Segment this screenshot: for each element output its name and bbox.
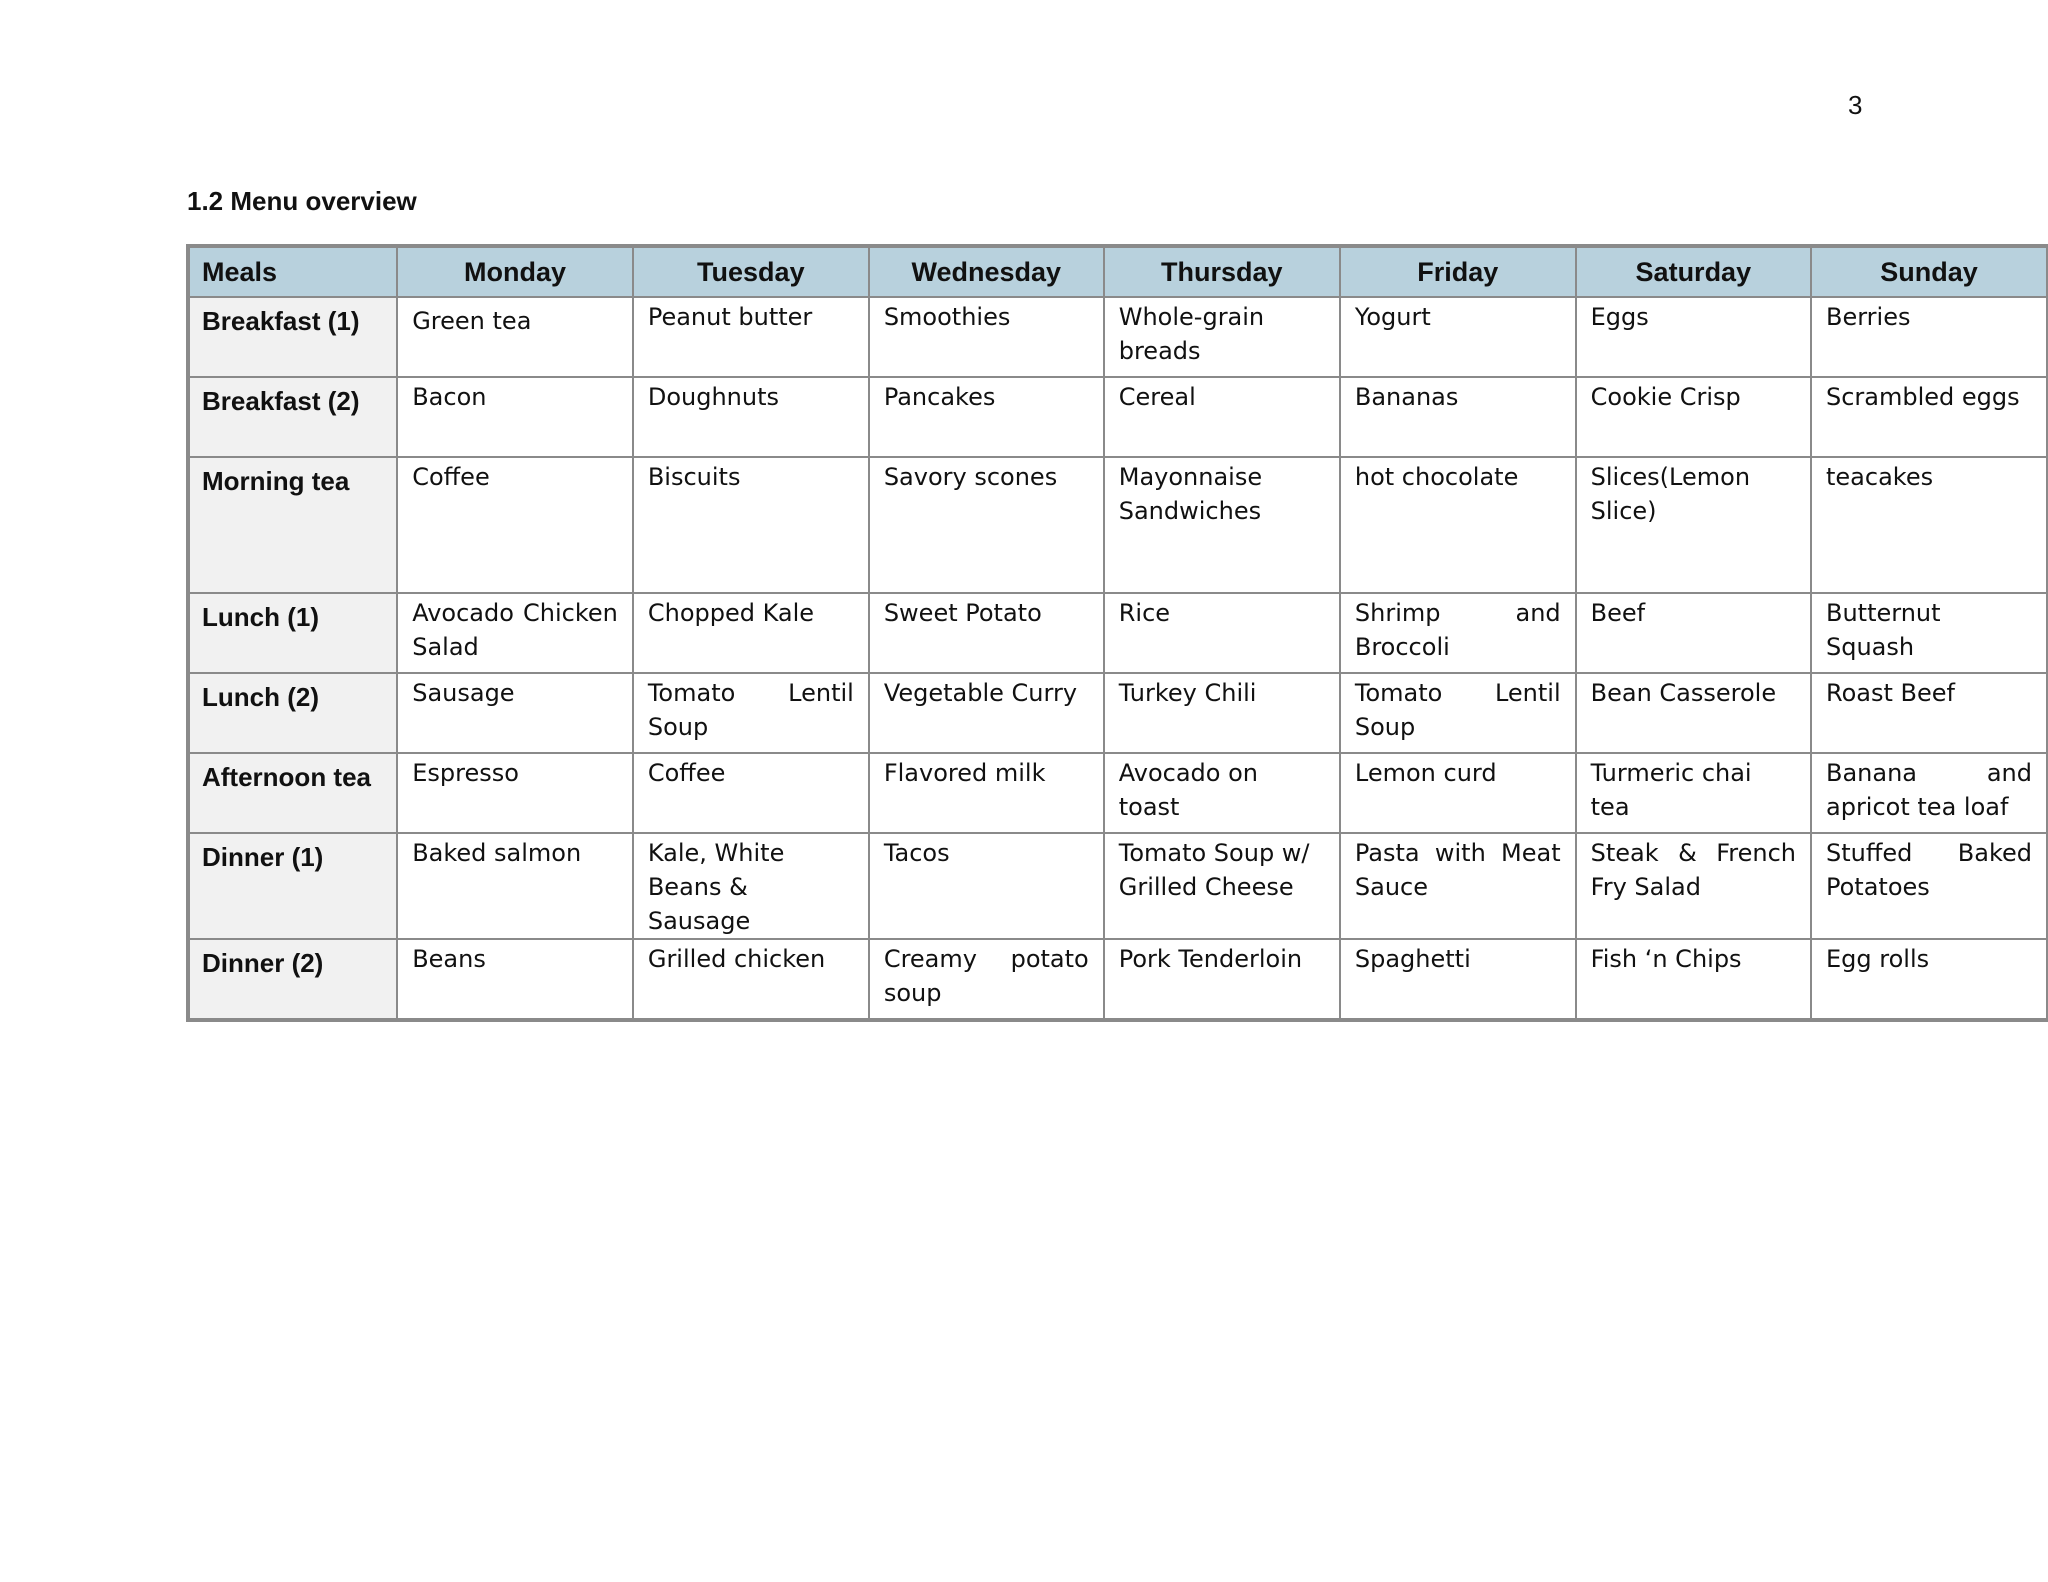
table-cell: Doughnuts xyxy=(633,377,869,457)
table-cell: Banana and apricot tea loaf xyxy=(1811,753,2047,833)
table-cell: Savory scones xyxy=(869,457,1104,593)
table-cell: Bacon xyxy=(397,377,633,457)
table-cell: Tomato Lentil Soup xyxy=(633,673,869,753)
table-cell: Spaghetti xyxy=(1340,939,1576,1020)
column-header-thursday: Thursday xyxy=(1104,246,1340,297)
table-cell: Turmeric chai tea xyxy=(1576,753,1811,833)
table-cell: Espresso xyxy=(397,753,633,833)
table-cell: Green tea xyxy=(397,297,633,377)
column-header-saturday: Saturday xyxy=(1576,246,1811,297)
table-cell: Pancakes xyxy=(869,377,1104,457)
table-cell: Berries xyxy=(1811,297,2047,377)
table-cell: Peanut butter xyxy=(633,297,869,377)
table-cell: Cereal xyxy=(1104,377,1340,457)
column-header-meals: Meals xyxy=(188,246,397,297)
table-cell: Sausage xyxy=(397,673,633,753)
table-cell: Tomato Lentil Soup xyxy=(1340,673,1576,753)
table-cell: Grilled chicken xyxy=(633,939,869,1020)
meal-label: Breakfast (1) xyxy=(188,297,397,377)
table-cell: Stuffed Baked Potatoes xyxy=(1811,833,2047,939)
table-cell: Whole-grain breads xyxy=(1104,297,1340,377)
table-cell: Tacos xyxy=(869,833,1104,939)
table-cell: Coffee xyxy=(633,753,869,833)
meal-label: Morning tea xyxy=(188,457,397,593)
table-cell: Avocado on toast xyxy=(1104,753,1340,833)
meal-label: Dinner (1) xyxy=(188,833,397,939)
table-cell: Pork Tenderloin xyxy=(1104,939,1340,1020)
table-row xyxy=(188,939,2047,1020)
column-header-wednesday: Wednesday xyxy=(869,246,1104,297)
table-cell: Pasta with Meat Sauce xyxy=(1340,833,1576,939)
table-row xyxy=(188,833,2047,939)
table-cell: Kale, White Beans & Sausage xyxy=(633,833,869,939)
column-header-friday: Friday xyxy=(1340,246,1576,297)
table-row xyxy=(188,593,2047,673)
table-cell: Coffee xyxy=(397,457,633,593)
table-cell: Baked salmon xyxy=(397,833,633,939)
table-cell: Bananas xyxy=(1340,377,1576,457)
menu-overview-table xyxy=(186,244,2048,1022)
table-cell: Turkey Chili xyxy=(1104,673,1340,753)
header-row xyxy=(188,246,2047,297)
table-cell: Roast Beef xyxy=(1811,673,2047,753)
table-cell: Slices(Lemon Slice) xyxy=(1576,457,1811,593)
column-header-sunday: Sunday xyxy=(1811,246,2047,297)
table-row xyxy=(188,297,2047,377)
table-row xyxy=(188,457,2047,593)
column-header-tuesday: Tuesday xyxy=(633,246,869,297)
table-cell: Biscuits xyxy=(633,457,869,593)
table-cell: Beef xyxy=(1576,593,1811,673)
table-cell: Fish ‘n Chips xyxy=(1576,939,1811,1020)
table-cell: Scrambled eggs xyxy=(1811,377,2047,457)
table-cell: Tomato Soup w/ Grilled Cheese xyxy=(1104,833,1340,939)
table-cell: hot chocolate xyxy=(1340,457,1576,593)
table-cell: Creamy potato soup xyxy=(869,939,1104,1020)
section-title: 1.2 Menu overview xyxy=(187,186,417,216)
meal-label: Lunch (2) xyxy=(188,673,397,753)
table-row xyxy=(188,673,2047,753)
table-cell: Cookie Crisp xyxy=(1576,377,1811,457)
table-cell: Egg rolls xyxy=(1811,939,2047,1020)
table-cell: Lemon curd xyxy=(1340,753,1576,833)
table-cell: Vegetable Curry xyxy=(869,673,1104,753)
table-cell: teacakes xyxy=(1811,457,2047,593)
table-cell: Eggs xyxy=(1576,297,1811,377)
table-cell: Butternut Squash xyxy=(1811,593,2047,673)
table-cell: Beans xyxy=(397,939,633,1020)
page-number: 3 xyxy=(1848,90,1863,120)
table-row xyxy=(188,377,2047,457)
meal-label: Afternoon tea xyxy=(188,753,397,833)
table-cell: Bean Casserole xyxy=(1576,673,1811,753)
table-cell: Flavored milk xyxy=(869,753,1104,833)
table-cell: Shrimp and Broccoli xyxy=(1340,593,1576,673)
table-cell: Steak & French Fry Salad xyxy=(1576,833,1811,939)
meal-label: Lunch (1) xyxy=(188,593,397,673)
meal-label: Breakfast (2) xyxy=(188,377,397,457)
meal-label: Dinner (2) xyxy=(188,939,397,1020)
table-row xyxy=(188,753,2047,833)
table-cell: Avocado Chicken Salad xyxy=(397,593,633,673)
table-cell: Yogurt xyxy=(1340,297,1576,377)
table-cell: Sweet Potato xyxy=(869,593,1104,673)
table-cell: Smoothies xyxy=(869,297,1104,377)
table-cell: Chopped Kale xyxy=(633,593,869,673)
table-cell: Rice xyxy=(1104,593,1340,673)
table-cell: Mayonnaise Sandwiches xyxy=(1104,457,1340,593)
column-header-monday: Monday xyxy=(397,246,633,297)
